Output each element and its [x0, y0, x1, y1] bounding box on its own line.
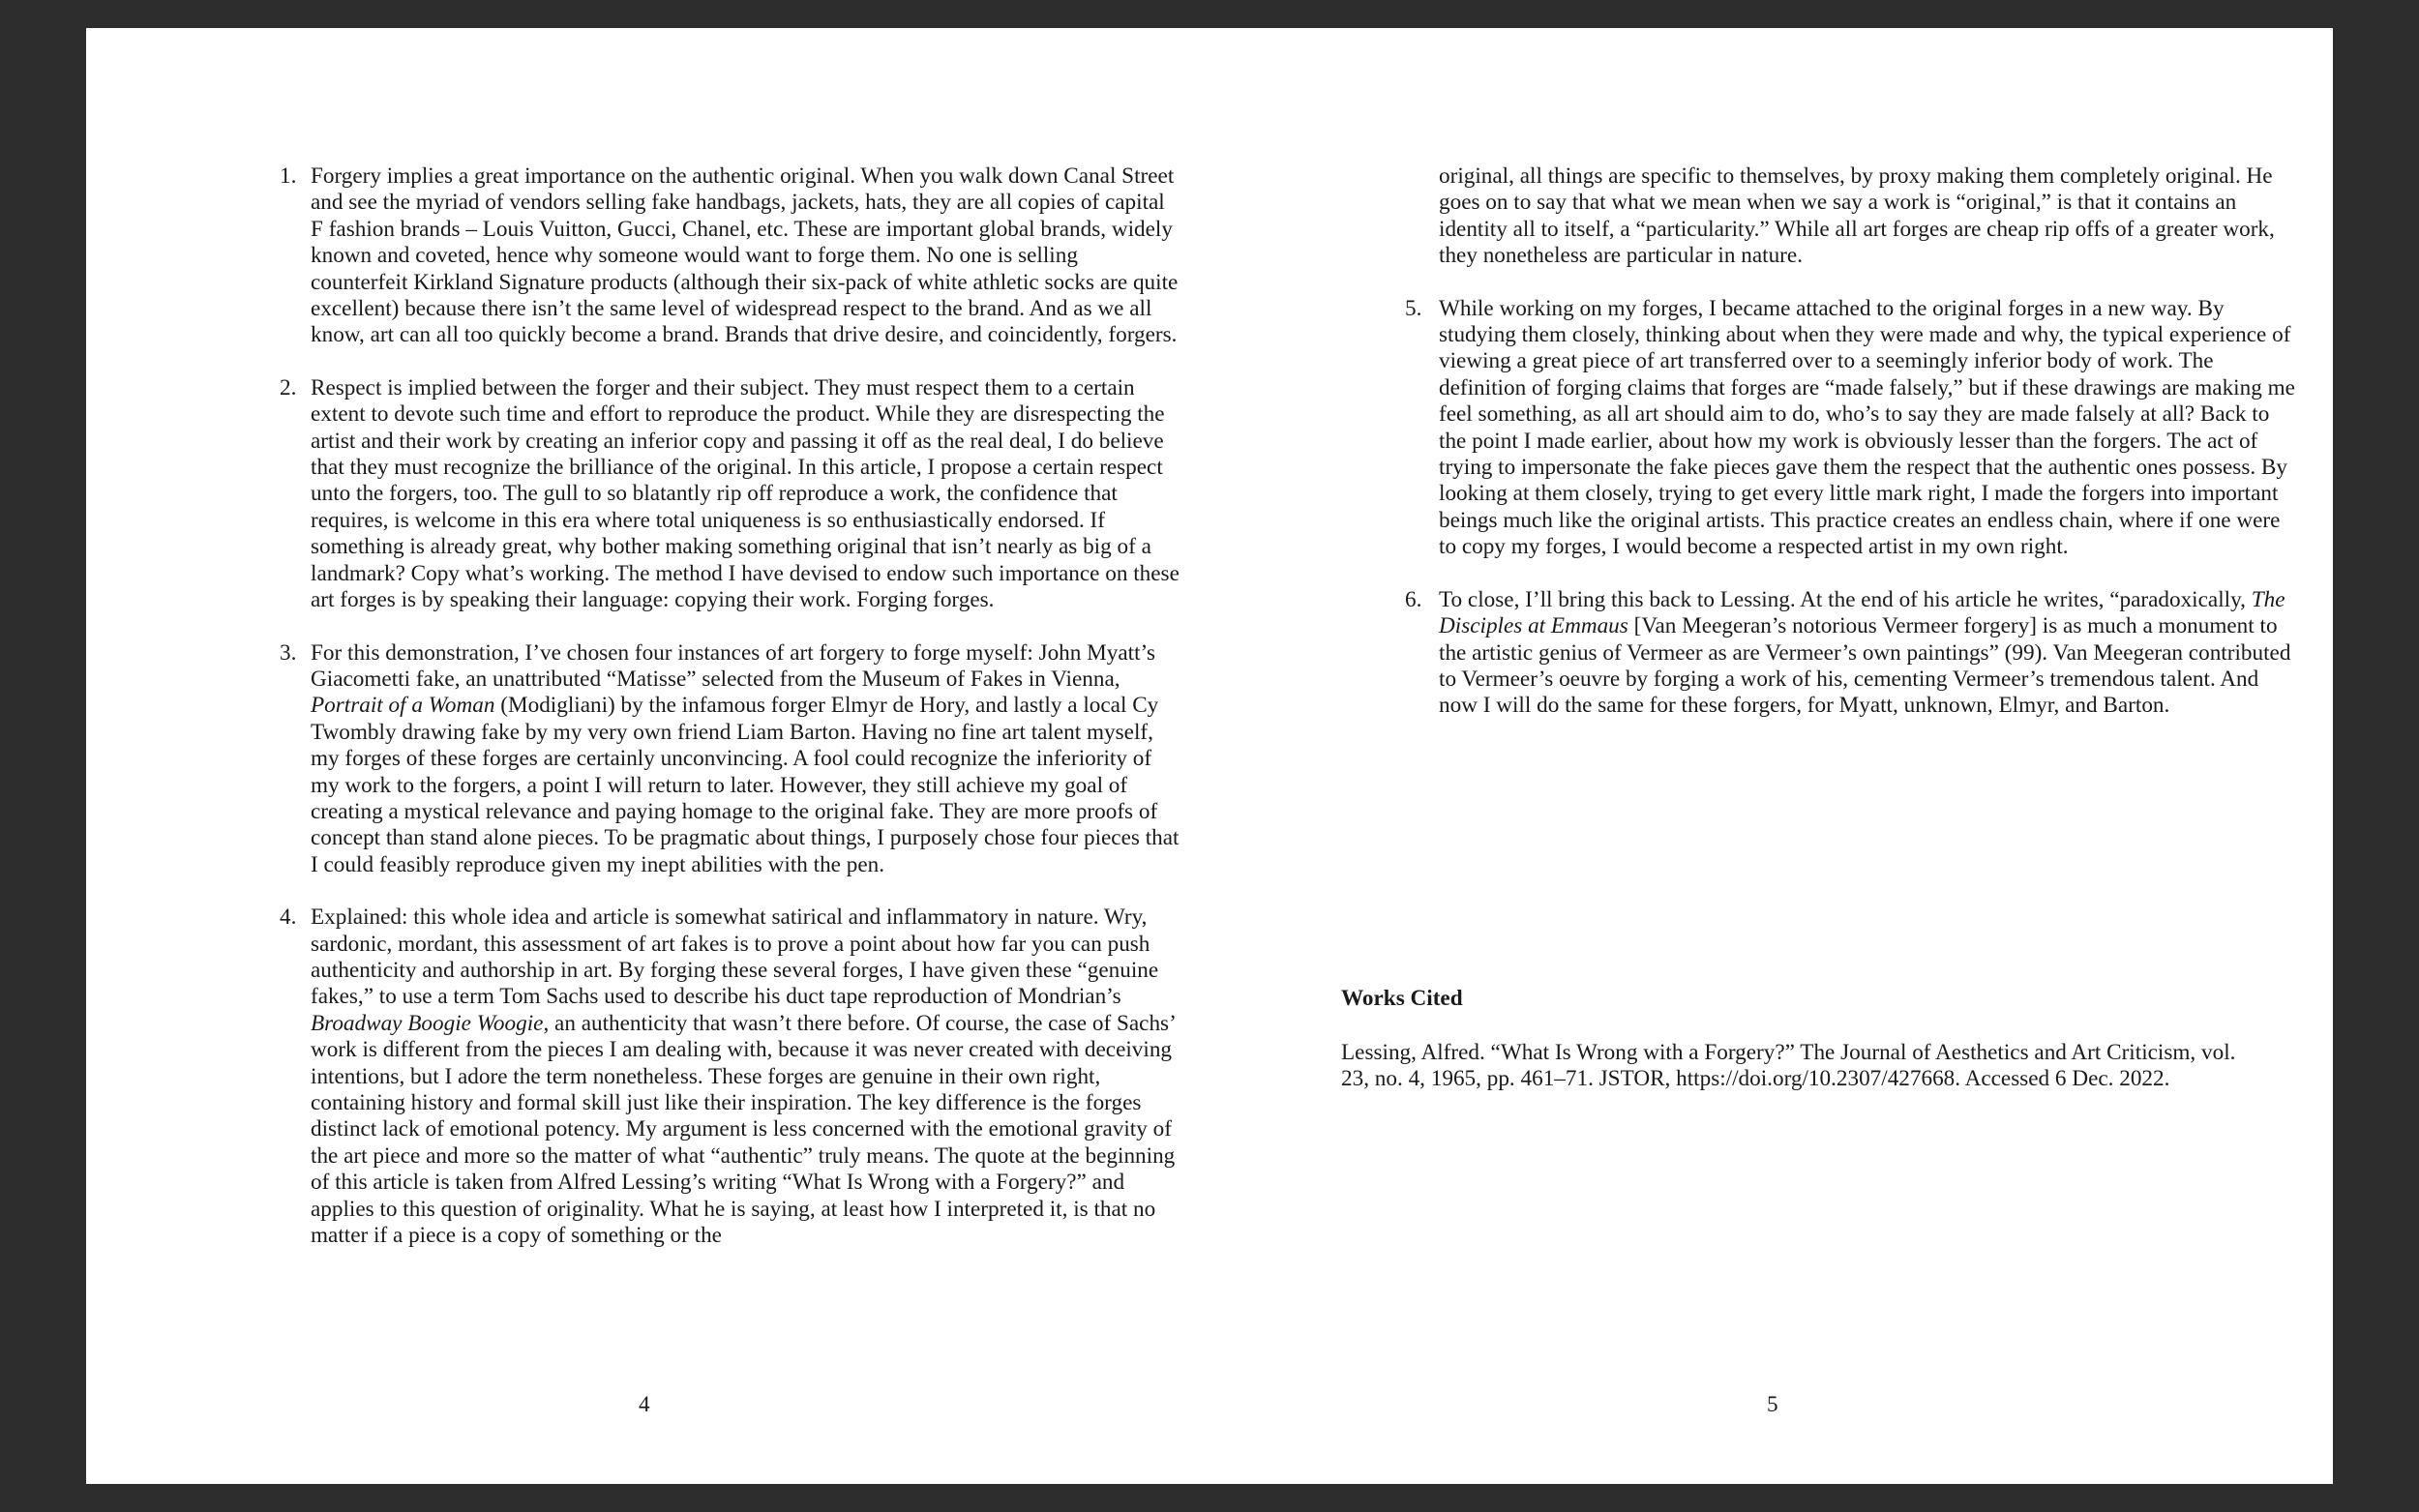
page-number-left: 4 — [639, 1392, 650, 1417]
left-list-item — [280, 904, 1180, 1249]
page-number-right: 5 — [1767, 1392, 1778, 1417]
list-item-text — [311, 163, 1180, 349]
text-run: Explained: this whole idea and article is somewhat satirical and inflammatory in nature. Wry, sardonic, mordant, this assessment of art fakes is to prove a point about how far you can push authenticity and authorship in art. By forging these several forges, I have given these “genuine fakes,” to use a term Tom Sachs used to describe his duct tape reproduction of Mondrian’s — [311, 904, 1159, 1010]
left-page-body — [280, 163, 1180, 1275]
list-item-text — [311, 904, 1180, 1249]
list-item-number: 6. — [1405, 586, 1422, 612]
right-numbered-list — [1341, 296, 2299, 720]
italic-title: Broadway Boogie Woogie — [311, 1010, 544, 1036]
list-item-number: 1. — [280, 163, 297, 189]
text-run: While working on my forges, I became attached to the original forges in a new way. By studying them closely, thinking about when they were made and why, the typical experience of viewing a great piece of art transferred over to a seemingly inferior body of work. The definition of forging claims that forges are “made falsely,” but if these drawings are making me feel something, as all art should aim to do, who’s to say they are made falsely at all? Back to the point I made earlier, about how my work is obviously lesser than the forgers. The act of trying to impersonate the fake pieces gave them the respect that the authentic ones possess. By looking at them closely, trying to get every little mark right, I made the forgers into important beings much like the original artists. This practice creates an endless chain, where if one were to copy my forges, I would become a respected artist in my own right. — [1439, 295, 2295, 560]
text-run: Respect is implied between the forger and their subject. They must respect them to a certain extent to devote such time and effort to reproduce the product. While they are disrespecting the artist and their work by creating an inferior copy and passing it off as the real deal, I do believe that they must recognize the brilliance of the original. In this article, I propose a certain respect unto the forgers, too. The gull to so blatantly rip off reproduce a work, the confidence that requires, is welcome in this era where total uniqueness is so enthusiastically endorsed. If something is already great, why bother making something original that isn’t nearly as big of a landmark? Copy what’s working. The method I have devised to endow such importance on these art forges is by speaking their language: copying their work. Forging forges. — [311, 374, 1180, 613]
right-list-item — [1405, 296, 2299, 561]
italic-title: Portrait of a Woman — [311, 693, 495, 719]
text-run: For this demonstration, I’ve chosen four instances of art forgery to forge myself: John Myatt’s Giacometti fake, an unattributed “Matisse” selected from the Museum of Fakes in Vienna, — [311, 639, 1156, 692]
document-spread — [86, 28, 2333, 1484]
list-item-text — [1439, 587, 2299, 720]
continuation-paragraph: original, all things are specific to themselves, by proxy making them completely original. He goes on to say that what we mean when we say a work is “original,” is that it contains an identity all to itself, a “particularity.” While all art forges are cheap rip offs of a greater work, they nonetheless are particular in nature. — [1439, 163, 2275, 269]
list-item-text — [311, 375, 1180, 614]
text-run: To close, I’ll bring this back to Lessing. At the end of his article he writes, “paradoxically, — [1439, 586, 2252, 612]
right-list-item — [1405, 587, 2299, 720]
list-item-number: 2. — [280, 374, 297, 400]
left-list-item — [280, 375, 1180, 614]
works-cited-entry: Lessing, Alfred. “What Is Wrong with a Forgery?” The Journal of Aesthetics and Art Criticism, vol. 23, no. 4, 1965, pp. 461–71. JSTOR, https://doi.org/10.2307/427668. Accessed 6 Dec. 2022. — [1341, 1040, 2236, 1092]
text-run: [Van Meegeran’s notorious Vermeer forgery] is as much a monument to the artistic genius of Vermeer as are Vermeer’s own paintings” (99). Van Meegeran contributed to Vermeer’s oeuvre by forging a work of his, cementing Vermeer’s tremendous talent. And now I will do the same for these forgers, for Myatt, unknown, Elmyr, and Barton. — [1439, 613, 2291, 719]
list-item-number: 3. — [280, 639, 297, 666]
list-item-text — [311, 640, 1180, 879]
left-list-item — [280, 163, 1180, 349]
left-numbered-list — [280, 163, 1180, 1249]
left-list-item — [280, 640, 1180, 879]
list-item-text — [1439, 296, 2299, 561]
text-run: (Modigliani) by the infamous forger Elmyr de Hory, and lastly a local Cy Twombly drawing fake by my very own friend Liam Barton. Having no fine art talent myself, my forges of these forges are certainly unconvincing. A fool could recognize the inferiority of my work to the forgers, a point I will return to later. However, they still achieve my goal of creating a mystical relevance and paying homage to the original fake. They are more proofs of concept than stand alone pieces. To be pragmatic about things, I purposely chose four pieces that I could feasibly reproduce given my inept abilities with the pen. — [311, 693, 1180, 877]
italic-title: The Disciples at Emmaus — [1439, 586, 2285, 639]
works-cited-heading: Works Cited — [1341, 986, 1463, 1011]
list-item-number: 5. — [1405, 295, 1422, 321]
text-run: , an authenticity that wasn’t there before. Of course, the case of Sachs’ work is different from the pieces I am dealing with, because it was never created with deceiving intentions, but I adore the term nonetheless. These forges are genuine in their own right, containing history and formal skill just like their inspiration. The key difference is the forges distinct lack of emotional potency. My argument is less concerned with the emotional gravity of the art piece and more so the matter of what “authentic” truly means. The quote at the beginning of this article is taken from Alfred Lessing’s writing “What Is Wrong with a Forgery?” and applies to this question of originality. What he is saying, at least how I interpreted it, is that no matter if a piece is a copy of something or the — [311, 1010, 1176, 1249]
list-item-number: 4. — [280, 904, 297, 931]
right-page-body — [1341, 163, 2299, 746]
text-run: Forgery implies a great importance on the authentic original. When you walk down Canal Street and see the myriad of vendors selling fake handbags, jackets, hats, they are all copies of capital F fashion brands – Louis Vuitton, Gucci, Chanel, etc. These are important global brands, widely known and coveted, hence why someone would want to forge them. No one is selling counterfeit Kirkland Signature products (although their six-pack of white athletic socks are quite excellent) because there isn’t the same level of widespread respect to the brand. And as we all know, art can all too quickly become a brand. Brands that drive desire, and coincidently, forgers. — [311, 163, 1179, 348]
